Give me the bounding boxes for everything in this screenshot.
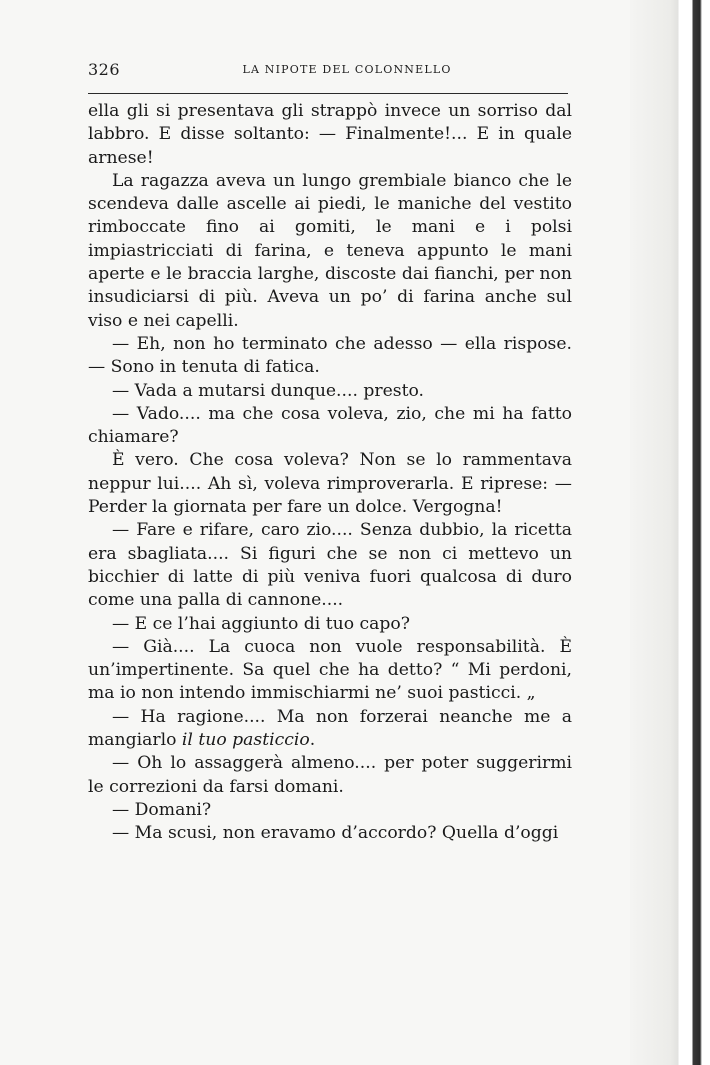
paragraph: La ragazza aveva un lungo grembiale bianco che le scendeva dalle ascelle ai piedi, le maniche del vestito rimboccate fino ai gomiti, le mani e i polsi impiastricciati di farina, e teneva appunto le mani aperte e le braccia larghe, discoste dai fianchi, per non insudiciarsi di più. Aveva un po’ di farina anche sul viso e nei capelli.	[88, 170, 572, 331]
paragraph: — Eh, non ho terminato che adesso — ella rispose. — Sono in tenuta di fatica.	[88, 333, 572, 378]
paragraph: — E ce l’hai aggiunto di tuo capo?	[112, 613, 410, 634]
paragraph-text: .	[309, 730, 316, 751]
paragraph: — Già.... La cuoca non vuole responsabilità. È un’impertinente. Sa quel che ha detto? “ Mi perdoni, ma io non intendo immischiarmi ne’ suoi pasticci. „	[88, 636, 572, 704]
page-number: 326	[88, 60, 121, 79]
paragraph: — Fare e rifare, caro zio.... Senza dubbio, la ricetta era sbagliata.... Si figuri che se non ci mettevo un bicchier di latte di più veniva fuori qualcosa di duro come una palla di cannone....	[88, 520, 572, 611]
paragraph: È vero. Che cosa voleva? Non se lo rammentava neppur lui.... Ah sì, voleva rimproverarla. E riprese: — Perder la giornata per fare un dolce. Vergogna!	[88, 450, 572, 518]
page-edge-binding	[630, 0, 710, 1065]
body-text	[88, 100, 572, 846]
header-rule	[88, 93, 568, 94]
running-title: LA NIPOTE DEL COLONNELLO	[242, 63, 452, 76]
italic-phrase: il tuo pasticcio	[181, 730, 310, 751]
paragraph: ella gli si presentava gli strappò invece un sorriso dal labbro. E disse soltanto: — Finalmente!... E in quale arnese!	[88, 101, 572, 168]
paragraph-text: — Ha ragione.... Ma non forzerai neanche me a mangiarlo	[88, 706, 572, 751]
paragraph	[88, 706, 572, 753]
paragraph: — Ma scusi, non eravamo d’accordo? Quella d’oggi	[112, 823, 559, 844]
page-header	[88, 60, 566, 84]
paragraph: — Oh lo assaggerà almeno.... per poter suggerirmi le correzioni da farsi domani.	[88, 753, 572, 797]
paragraph: — Vado.... ma che cosa voleva, zio, che mi ha fatto chiamare?	[88, 403, 572, 448]
paragraph: — Domani?	[112, 799, 212, 820]
paragraph: — Vada a mutarsi dunque.... presto.	[112, 380, 425, 401]
